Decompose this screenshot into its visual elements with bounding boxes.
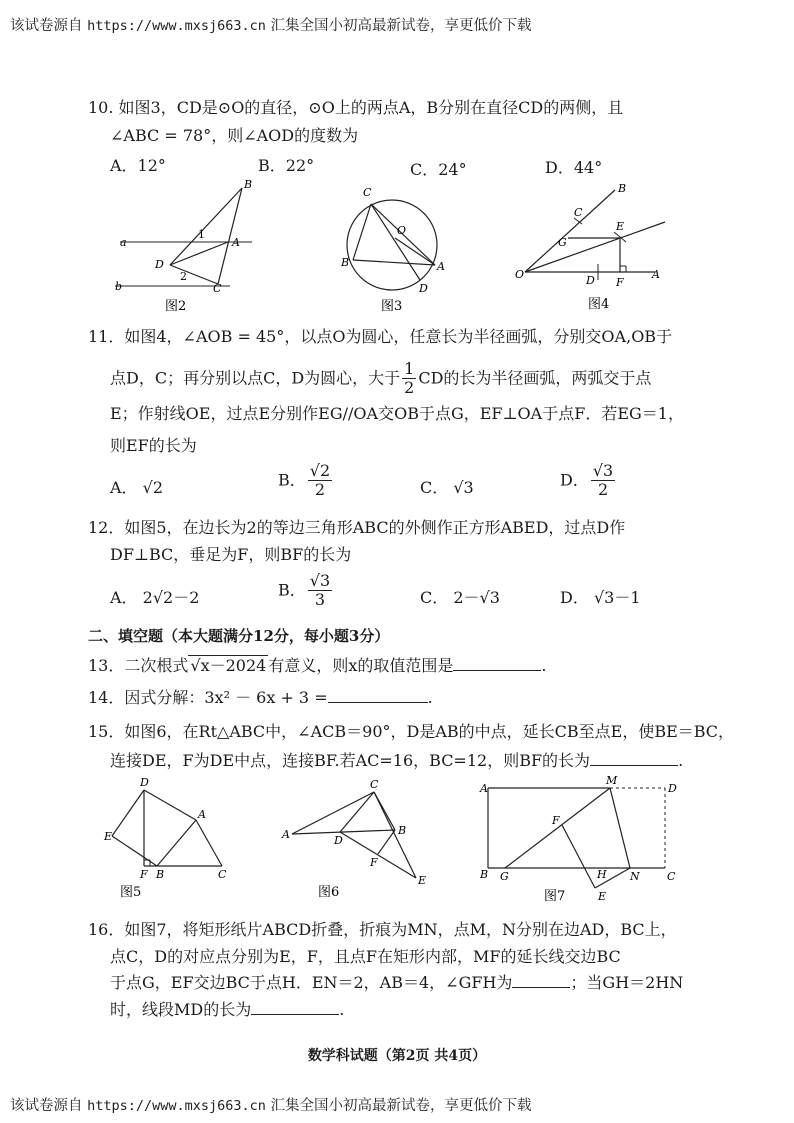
svg-text:C: C [213,282,222,295]
q11-option-c-value: √3 [453,478,474,497]
svg-text:O: O [515,268,525,281]
q11-option-d-den: 2 [597,480,609,500]
q12-option-a-value: 2√2－2 [142,588,200,607]
svg-text:C: C [667,870,676,883]
svg-text:B: B [341,256,350,269]
q16-line3-tail: ；当GH＝2HN [570,973,684,992]
q11-fraction-half [402,360,416,398]
q10-stem-line2: ∠ABC = 78°，则∠AOD的度数为 [110,126,359,145]
q12-option-b-frac [308,572,332,610]
q11-fraction-den: 2 [404,378,415,398]
q10-option-c: C．24° [410,160,467,179]
q11-line3: E；作射线OE，过点E分别作EG//OA交OB于点G，EF⊥OA于点F．若EG＝1， [110,404,684,423]
q10-option-d: D．44° [545,158,603,177]
svg-text:G: G [558,236,567,249]
q16-line4-text: 时，线段MD的长为 [110,1000,252,1019]
q12-option-d [560,588,641,607]
figure-6-caption: 图6 [318,885,340,900]
svg-text:1: 1 [198,228,205,241]
q13-answer-blank[interactable] [453,670,541,671]
svg-text:F: F [140,868,148,881]
q15-answer-blank[interactable] [590,765,678,766]
svg-text:O: O [397,224,407,237]
q11-option-b-label: B． [278,470,306,490]
svg-text:D: D [334,834,343,847]
svg-text:B: B [618,182,627,195]
q11-line4: 则EF的长为 [110,436,197,455]
figure-6-diagram [280,778,430,903]
q13 [88,656,546,675]
q12-option-b [278,572,334,610]
source-banner-bottom [10,1094,532,1115]
figure-2-caption: 图2 [165,299,187,314]
svg-text:M: M [606,774,618,787]
q11-line2 [110,360,651,398]
q12-option-b-num: √3 [309,571,331,590]
q13-pre: 13．二次根式 [88,656,189,675]
q16-line3-text: 于点G，EF交边BC于点H．EN＝2，AB＝4，∠GFH为 [110,973,513,992]
q11-option-d-frac [591,462,615,500]
q10-stem-line1: 10. 如图3，CD是⊙O的直径，⊙O上的两点A，B分别在直径CD的两侧，且 [88,98,624,117]
svg-text:A: A [652,268,660,281]
q15-line2 [110,751,683,770]
q12-option-d-label: D． [560,588,589,607]
svg-text:D: D [140,776,149,789]
svg-text:F: F [616,276,624,289]
q11-line2-part2: CD的长为半径画弧，两弧交于点 [418,368,652,388]
svg-text:G: G [500,870,509,883]
svg-text:a: a [120,236,127,249]
q11-option-c-label: C． [420,478,449,497]
figure-2-diagram [110,180,260,315]
q11-line1: 11．如图4，∠AOB = 45°，以点O为圆心，任意长为半径画弧，分别交OA,OB于 [88,327,673,346]
svg-text:D: D [668,782,677,795]
svg-text:F: F [552,814,560,827]
q11-option-c [420,478,474,497]
q15-line1: 15．如图6，在Rt△ABC中，∠ACB＝90°，D是AB的中点，延长CB至点E，使BE＝BC， [88,722,735,741]
figure-5-caption: 图5 [120,885,142,900]
q16-answer-blank-1[interactable] [512,987,570,988]
q14 [88,688,433,707]
section-2-title: 二、填空题（本大题满分12分，每小题3分） [88,627,390,645]
q16-answer-blank-2[interactable] [251,1014,339,1015]
q12-option-c [420,588,500,607]
svg-text:2: 2 [180,270,187,283]
q14-answer-blank[interactable] [328,702,428,703]
svg-text:A: A [282,828,290,841]
figure-3-caption: 图3 [381,299,403,314]
svg-text:H: H [597,868,607,881]
svg-text:A: A [198,808,206,821]
svg-text:A: A [232,236,240,249]
banner-suffix-bottom: 汇集全国小初高最新试卷，享更低价下载 [270,1098,532,1114]
q11-option-a-value: √2 [142,478,164,497]
q16-end: . [339,1000,345,1019]
q14-pre: 14．因式分解：3x² － 6x + 3 = [88,688,328,707]
svg-text:b: b [115,280,123,293]
svg-text:B: B [398,824,407,837]
banner-link-bottom[interactable]: https://www.mxsj663.cn [87,1098,266,1114]
q10-option-b: B．22° [258,156,315,175]
svg-text:D: D [155,258,164,271]
svg-text:B: B [244,178,253,191]
q10-option-a: A．12° [110,156,166,175]
q12-option-c-value: 2－√3 [453,588,500,607]
q11-option-d-label: D． [560,470,589,490]
svg-text:F: F [370,856,378,869]
q11-option-b-frac [308,462,332,500]
q12-option-b-den: 3 [314,590,326,610]
q12-option-a-label: A． [110,588,138,607]
q12-option-a [110,588,199,607]
q11-option-b [278,462,334,500]
q12-option-c-label: C． [420,588,449,607]
svg-text:B: B [480,868,489,881]
banner-link[interactable]: https://www.mxsj663.cn [87,18,266,34]
q15-line2-text: 连接DE，F为DE中点，连接BF.若AC=16，BC=12，则BF的长为 [110,751,591,770]
q11-option-a-label: A． [110,478,138,497]
q12-option-d-value: √3－1 [593,588,641,607]
q11-option-a [110,478,163,497]
q11-option-b-num: √2 [309,461,331,480]
page-footer: 数学科试题（第2页 共4页） [307,1048,487,1064]
q11-option-b-den: 2 [314,480,326,500]
q16-line1: 16．如图7，将矩形纸片ABCD折叠，折痕为MN，点M，N分别在边AD，BC上， [88,920,677,939]
svg-text:C: C [370,778,379,791]
q12-line1: 12．如图5，在边长为2的等边三角形ABC的外侧作正方形ABED，过点D作 [88,518,626,537]
figure-3-diagram [335,180,455,315]
svg-text:A: A [480,782,488,795]
figure-7-caption: 图7 [544,889,566,904]
q13-radical: √x－2024 [190,656,267,675]
svg-text:B: B [156,868,165,881]
q11-option-d-num: √3 [592,461,614,480]
q11-option-d [560,462,617,500]
svg-text:N: N [630,870,640,883]
q13-end: . [541,656,547,675]
q14-end: . [427,688,433,707]
q16-line4 [110,1000,344,1019]
svg-text:E: E [616,220,625,233]
svg-text:C: C [218,868,227,881]
q15-end: . [678,751,684,770]
figure-7-diagram [480,774,690,904]
q11-fraction-num: 1 [404,359,415,378]
q12-line2: DF⊥BC，垂足为F，则BF的长为 [110,545,352,564]
q11-line2-part1: 点D，C；再分别以点C，D为圆心，大于 [110,368,401,388]
figure-5-diagram [102,778,237,903]
svg-text:E: E [104,830,113,843]
banner-suffix: 汇集全国小初高最新试卷，享更低价下载 [270,18,532,34]
svg-text:D: D [419,282,428,295]
q16-line3 [110,973,683,992]
figure-4-caption: 图4 [588,297,610,312]
svg-text:A: A [437,260,445,273]
svg-text:E: E [418,874,427,887]
svg-text:E: E [598,890,607,903]
banner-prefix: 该试卷源自 [10,18,83,34]
svg-text:C: C [363,186,372,199]
svg-text:D: D [586,274,595,287]
q12-option-b-label: B． [278,580,306,600]
banner-prefix-bottom: 该试卷源自 [10,1098,83,1114]
q13-post: 有意义，则x的取值范围是 [268,656,454,675]
q16-line2: 点C，D的对应点分别为E，F，且点F在矩形内部，MF的延长线交边BC [110,947,621,966]
svg-text:C: C [574,206,583,219]
figure-4-diagram [510,180,675,315]
source-banner-top [10,14,532,35]
